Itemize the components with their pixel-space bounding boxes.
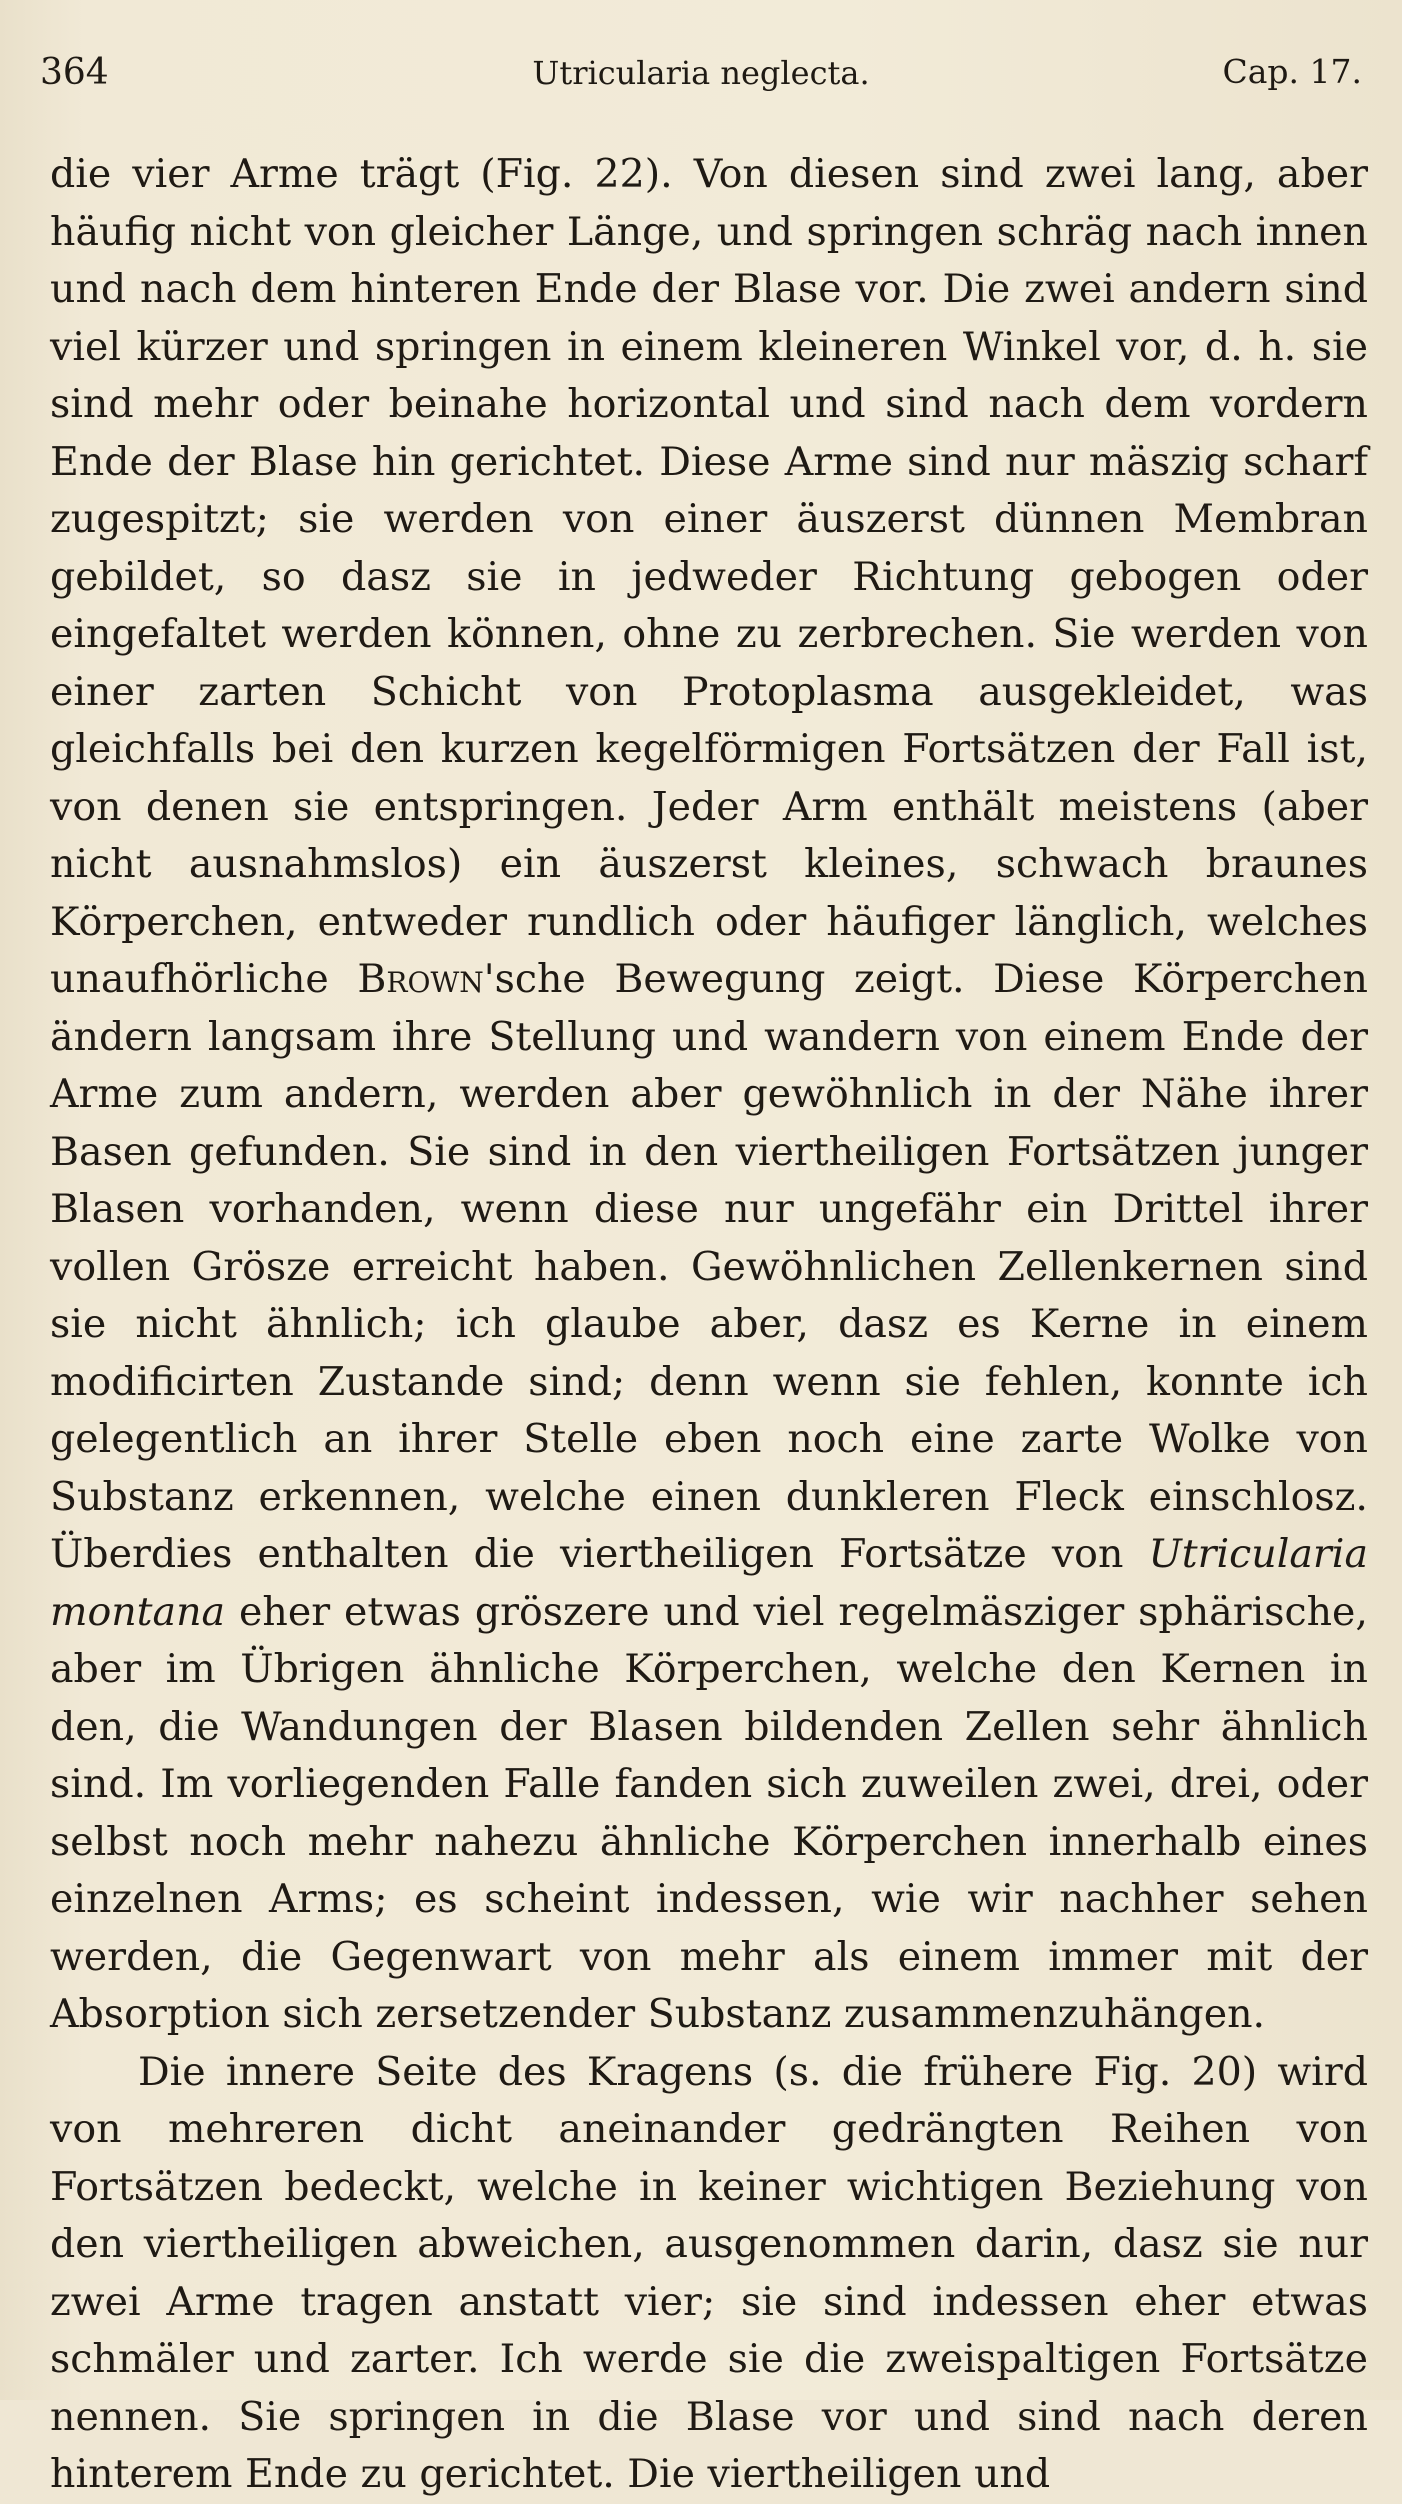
page-number: 364: [40, 52, 109, 93]
paragraph-1-text-a: die vier Arme trägt (Fig. 22). Von diesen sind zwei lang, aber häufig nicht von gleicher Länge, und springen schräg nach innen und nach dem hinteren Ende der Blase vor. Die zwei andern sind viel kürzer und springen in einem kleineren Winkel vor, d. h. sie sind mehr oder beinahe horizontal und sind nach dem vordern Ende der Blase hin gerichtet. Diese Arme sind nur mäszig scharf zugespitzt; sie werden von einer äuszerst dünnen Membran gebildet, so dasz sie in jedweder Richtung gebogen oder eingefaltet werden können, ohne zu zerbrechen. Sie werden von einer zarten Schicht von Protoplasma ausgekleidet, was gleichfalls bei den kurzen kegelförmigen Fortsätzen der Fall ist, von denen sie entspringen. Jeder Arm enthält meistens (aber nicht ausnahmslos) ein äuszerst kleines, schwach braunes Körperchen, entweder rundlich oder häufiger länglich, welches unaufhörliche: [50, 151, 1368, 1002]
chapter-label: Cap. 17.: [1222, 52, 1362, 91]
paragraph-1-text-c: eher etwas gröszere und viel regelmäsziger sphärische, aber im Übrigen ähnliche Körperchen, welche den Kernen in den, die Wandungen der Blasen bildenden Zellen sehr ähnlich sind. Im vorliegenden Falle fanden sich zuweilen zwei, drei, oder selbst noch mehr nahezu ähnliche Körperchen innerhalb eines einzelnen Arms; es scheint indessen, wie wir nachher sehen werden, die Gegenwart von mehr als einem immer mit der Absorption sich zersetzender Substanz zusammenzuhängen.: [50, 1588, 1368, 2037]
page-header: [40, 52, 1362, 112]
paragraph-2: Die innere Seite des Kragens (s. die frühere Fig. 20) wird von mehreren dicht aneinander gedrängten Reihen von Fortsätzen bedeckt, welche in keiner wichtigen Beziehung von den viertheiligen abweichen, ausgenommen darin, dasz sie nur zwei Arme tragen anstatt vier; sie sind indessen eher etwas schmäler und zarter. Ich werde sie die zweispaltigen Fortsätze nennen. Sie springen in die Blase vor und sind nach deren hinterem Ende zu gerichtet. Die viertheiligen und: [50, 2048, 1368, 2497]
paragraph-1-italic-species: Utricularia montana: [50, 1531, 1368, 1635]
running-title: Utricularia neglecta.: [532, 54, 870, 92]
body-text: [50, 146, 1368, 2504]
paragraph-1: [50, 146, 1368, 2044]
paragraph-1-smallcaps-name: Brown: [357, 956, 484, 1002]
paragraph-1-text-b: 'sche Bewegung zeigt. Diese Körperchen ändern langsam ihre Stellung und wandern von einem Ende der Arme zum andern, werden aber gewöhnlich in der Nähe ihrer Basen gefunden. Sie sind in den viertheiligen Fortsätzen junger Blasen vorhanden, wenn diese nur ungefähr ein Drittel ihrer vollen Grösze erreicht haben. Gewöhnlichen Zellenkernen sind sie nicht ähnlich; ich glaube aber, dasz es Kerne in einem modificirten Zustande sind; denn wenn sie fehlen, konnte ich gelegentlich an ihrer Stelle eben noch eine zarte Wolke von Substanz erkennen, welche einen dunkleren Fleck einschlosz. Überdies enthalten die viertheiligen Fortsätze von: [50, 956, 1368, 1577]
